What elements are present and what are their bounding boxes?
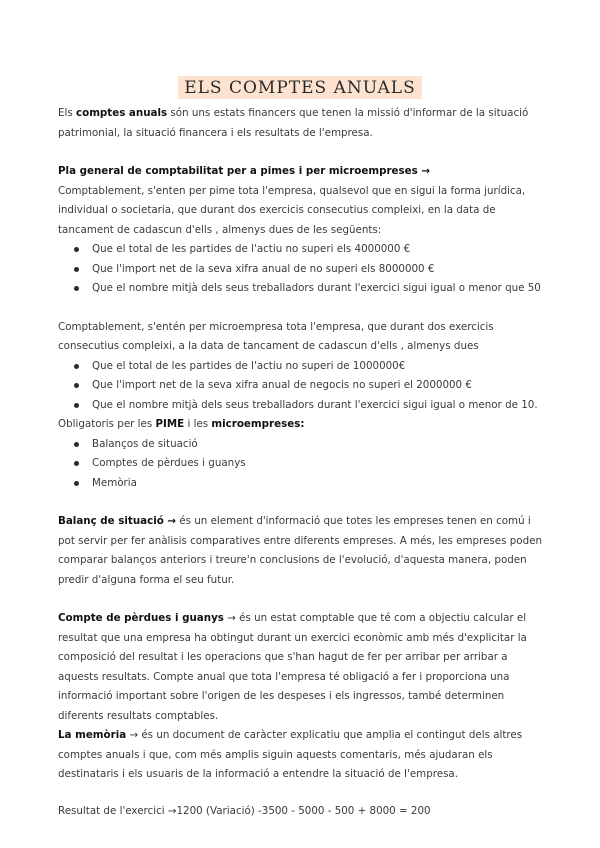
list-item: Memòria [92, 474, 548, 494]
list-item: Que el total de les partides de l'actiu no superi els 4000000 € [92, 240, 548, 260]
pla-general-heading: Pla general de comptabilitat per a pimes i per microempreses → [58, 165, 430, 177]
pime-criteria-list [58, 240, 548, 299]
list-item: Balanços de situació [92, 435, 548, 455]
pime-definition: Comptablement, s'enten per pime tota l'empresa, qualsevol que en sigui la forma jurídica, individual o societaria, que durant dos exercicis consecutius compleixi, en la data de tancament de cadascun d'ells , almenys dues de les següents: [58, 184, 526, 236]
intro-bold-term: comptes anuals [76, 107, 168, 119]
page-title: ELS COMPTES ANUALS [178, 76, 422, 99]
list-item: Que el nombre mitjà dels seus treballadors durant l'exercici sigui igual o menor que 50 [92, 279, 548, 299]
compte-paragraph: Compte de pèrdues i guanys → és un estat comptable que té com a objectiu calcular el resultat que una empresa ha obtingut durant un exercici econòmic amb més d'explicitar la composició del resultat i les operacions que s'han hagut de fer per arribar per arribar a aquests resultats. Compte anual que tota l'empresa té obligació a fer i proporciona una informació important sobre l'origen de les despeses i els ingressos, també determinen diferents resultats comptables. [58, 612, 527, 722]
list-item: Que l'import net de la seva xifra anual de no superi els 8000000 € [92, 260, 548, 280]
intro-paragraph: Els comptes anuals són uns estats financers que tenen la missió d'informar de la situació patrimonial, la situació financera i els resultats de l'empresa. [58, 107, 529, 139]
list-item: Que el total de les partides de l'actiu no superi de 1000000€ [92, 357, 548, 377]
list-item: Que l'import net de la seva xifra anual de negocis no superi el 2000000 € [92, 376, 548, 396]
balanc-paragraph: Balanç de situació → és un element d'informació que totes les empreses tenen en comú i pot servir per fer anàlisis comparatives entre diferents empreses. A més, les empreses poden comparar balanços anteriors i treure'n conclusions de l'evolució, d'aquesta manera, poden predir d'alguna forma el seu futur. [58, 515, 542, 586]
list-item: Comptes de pèrdues i guanys [92, 454, 548, 474]
obligatoris-list [58, 435, 548, 494]
microempresa-definition: Comptablement, s'entén per microempresa tota l'empresa, que durant dos exercicis consecutius compleixi, a la data de tancament de cadascun d'ells , almenys dues [58, 320, 494, 352]
document-body [58, 104, 548, 821]
list-item: Que el nombre mitjà dels seus treballadors durant l'exercici sigui igual o menor de 10. [92, 396, 548, 416]
resultat-line: Resultat de l'exercici →1200 (Variació) -3500 - 5000 - 500 + 8000 = 200 [58, 804, 431, 817]
obligatoris-line: Obligatoris per les PIME i les microempreses: [58, 418, 305, 430]
micro-criteria-list [58, 357, 548, 416]
memoria-paragraph: La memòria → és un document de caràcter explicatiu que amplia el contingut dels altres comptes anuals i que, com més amplis siguin aquests comentaris, més ajudaran els destinataris i els usuaris de la informació a entendre la situació de l'empresa. [58, 729, 523, 780]
